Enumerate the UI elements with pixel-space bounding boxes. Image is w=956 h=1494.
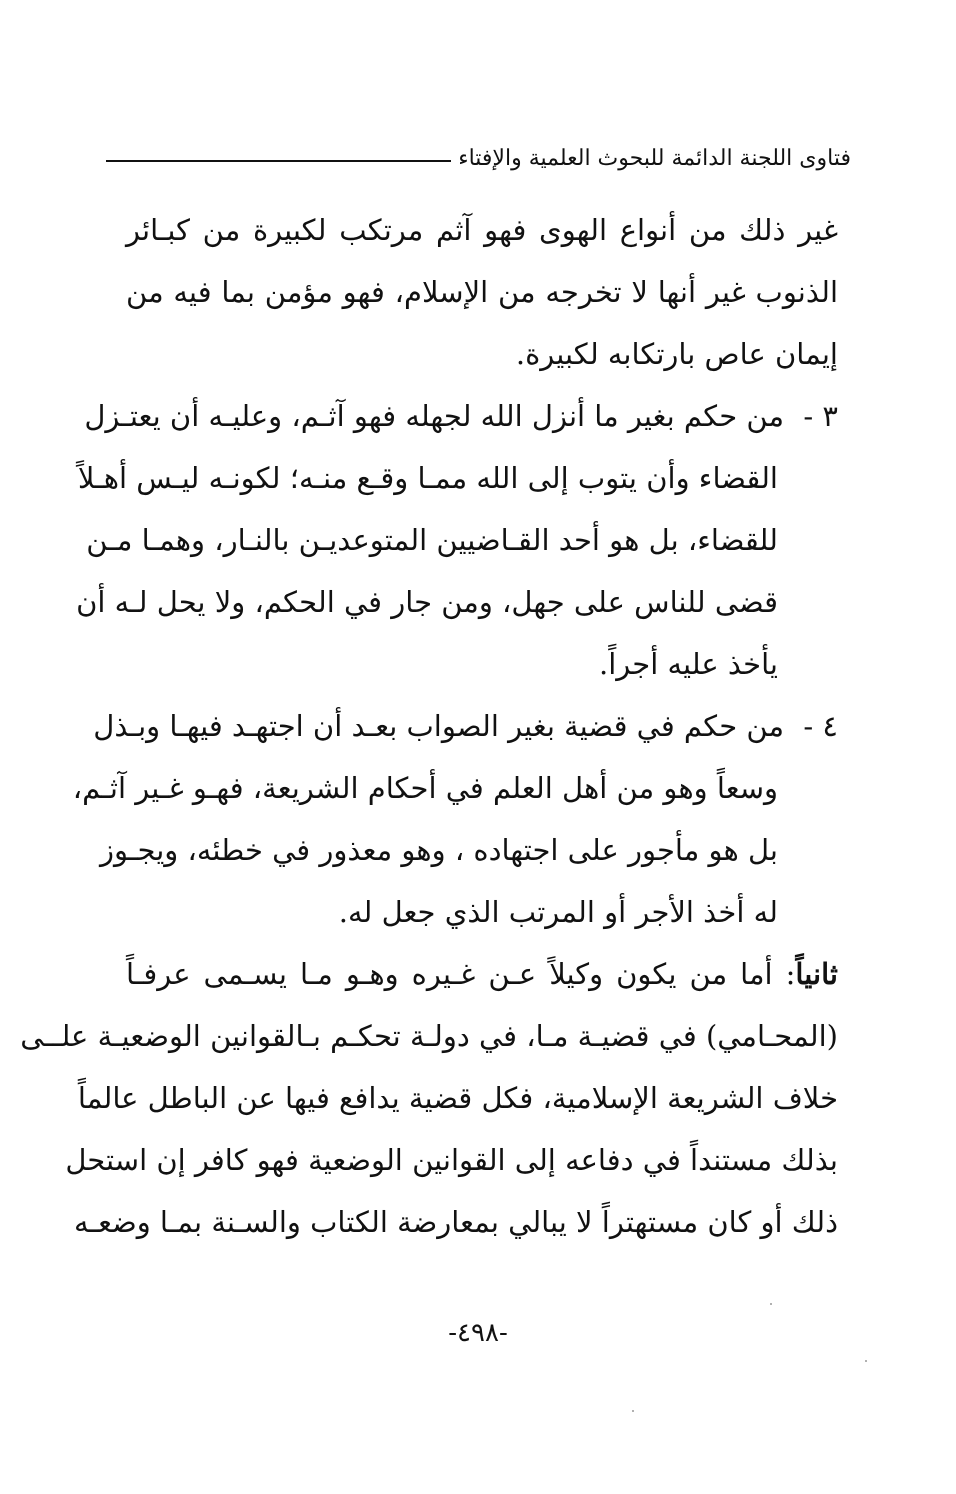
text-line: للقضاء، بل هو أحد القـاضيين المتوعديـن بالنـار، وهمـا مـن [86, 523, 778, 557]
scan-speck [865, 1360, 867, 1362]
page-number: -٤٩٨- [448, 1318, 508, 1348]
running-header [106, 138, 851, 178]
header-rule [106, 160, 451, 162]
text-line: الذنوب غير أنها لا تخرجه من الإسلام، فهو مؤمن بما فيه من [126, 275, 838, 309]
text-line: القضاء وأن يتوب إلى الله ممـا وقـع منـه؛ لكونـه ليـس أهـلاً [77, 461, 778, 495]
text-line [126, 949, 838, 999]
text-line: له أخذ الأجر أو المرتب الذي جعل له. [338, 895, 778, 929]
list-number: ٤ - [803, 709, 838, 743]
section-lead: ثانياً [795, 957, 838, 991]
text-line: غير ذلك من أنواع الهوى فهو آثم مرتكب لكبيرة من كبـائر [126, 213, 838, 247]
scan-speck [632, 1410, 634, 1412]
text-line: من حكم بغير ما أنزل الله لجهله فهو آثـم، وعليـه أن يعتـزل [84, 399, 784, 433]
text-line: إيمان عاص بارتكابه لكبيرة. [515, 337, 838, 371]
scan-speck [770, 1303, 772, 1305]
text-line: يأخذ عليه أجراً. [599, 647, 778, 681]
text-line: خلاف الشريعة الإسلامية، فكل قضية يدافع فيها عن الباطل عالماً [77, 1081, 838, 1115]
text-line: وسعاً وهو من أهل العلم في أحكام الشريعة، فهـو غـير آثـم، [72, 771, 778, 805]
header-title: فتاوى اللجنة الدائمة للبحوث العلمية والإفتاء [458, 145, 851, 171]
text-line: (المحـامي) في قضيـة مـا، في دولـة تحكـم بـالقوانين الوضعيـة علــى [20, 1019, 838, 1053]
section-lead-rest: : أما من يكون وكيلاً عـن غـيره وهـو مـا يسـمى عرفـاً [126, 957, 796, 991]
list-number: ٣ - [803, 399, 838, 433]
text-line: قضى للناس على جهل، ومن جار في الحكم، ولا يحل لـه أن [76, 585, 778, 619]
text-line: بذلك مستنداً في دفاعه إلى القوانين الوضعية فهو كافر إن استحل [65, 1143, 838, 1177]
text-line: بل هو مأجور على اجتهاده ، وهو معذور في خطئه، ويجـوز [100, 833, 778, 867]
text-line: ذلك أو كان مستهتراً لا يبالي بمعارضة الكتاب والسـنة بمـا وضعـه [74, 1205, 838, 1239]
text-line: من حكم في قضية بغير الصواب بعـد أن اجتهـد فيهـا وبـذل [93, 709, 784, 743]
